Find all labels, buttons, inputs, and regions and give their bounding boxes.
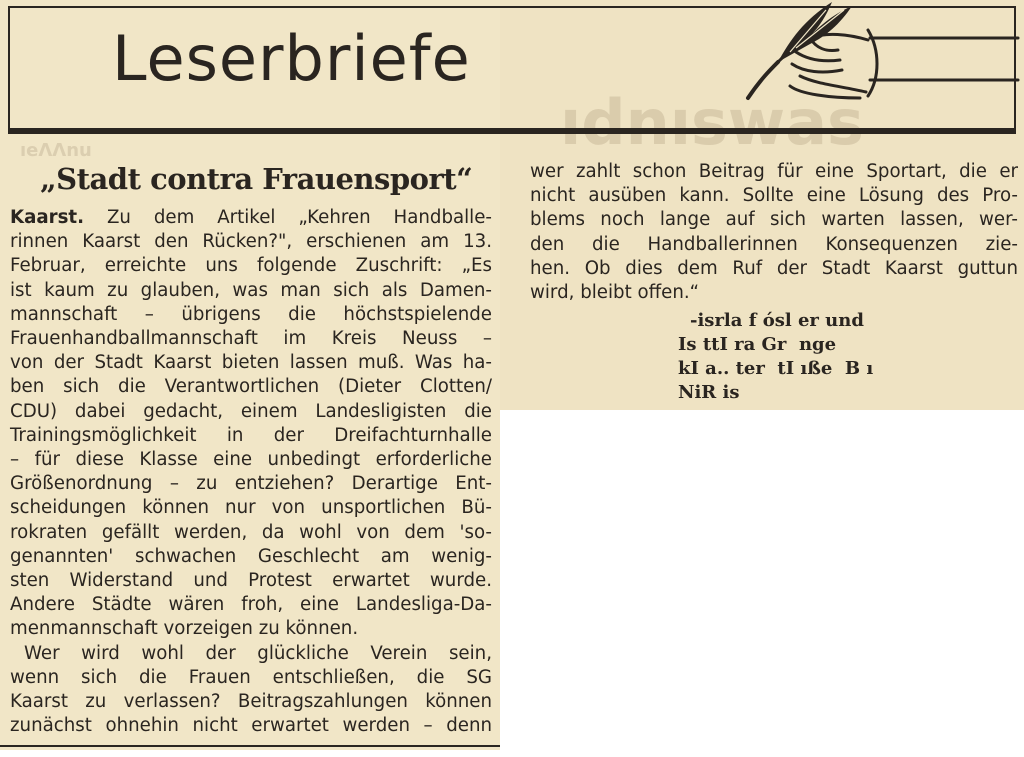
article-column-left	[10, 206, 492, 738]
text-line: nicht ausüben kann. Sollte eine Lösung des Pro-	[530, 185, 1018, 207]
article-column-right	[530, 160, 1018, 305]
text-line: wenn sich die Frauen entschließen, die SG	[10, 666, 492, 688]
text-line: von der Stadt Kaarst bieten lassen muß. Was ha-	[10, 352, 492, 374]
text-line: ben sich die Verantwortlichen (Dieter Clotten/	[10, 376, 492, 398]
signature-line: NiR is	[678, 382, 740, 403]
text-line: Wer wird wohl der glückliche Verein sein,	[24, 642, 492, 664]
article-headline: „Stadt contra Frauensport“	[40, 162, 473, 196]
text-line: rinnen Kaarst den Rücken?", erschienen am 13.	[10, 231, 492, 253]
text-line: wer zahlt schon Beitrag für eine Sportart, die er	[530, 161, 1018, 182]
text-line: den die Handballerinnen Konsequenzen zie-	[530, 233, 1018, 255]
text-line: blems noch lange auf sich warten lassen, wer-	[530, 209, 1018, 231]
text-line: sten Widerstand und Protest erwartet wurde.	[10, 570, 492, 592]
header-rule	[8, 128, 1016, 134]
text-line: Kaarst zu verlassen? Beitragszahlungen können	[10, 691, 492, 713]
text-line: Trainingsmöglichkeit in der Dreifachturnhalle	[10, 424, 492, 446]
text-line: wird, bleibt offen.“	[530, 282, 700, 304]
text-line: menmannschaft vorzeigen zu können.	[10, 618, 359, 640]
signature-line: Is ttI ra Gr nge	[678, 334, 837, 355]
bottom-rule	[0, 745, 500, 747]
signature-line: -isrla f ósl er und	[690, 310, 864, 331]
text-line: genannten' schwachen Geschlecht am wenig-	[10, 545, 492, 567]
text-line: Andere Städte wären froh, eine Landesliga-Da-	[10, 594, 492, 616]
text-line: Kaarst. Zu dem Artikel „Kehren Handballe-	[10, 207, 492, 228]
text-line: Frauenhandballmannschaft im Kreis Neuss –	[10, 328, 492, 350]
text-line: zunächst ohnehin nicht erwartet werden – denn	[10, 715, 492, 737]
text-line: Größenordnung – zu entziehen? Derartige Ent-	[10, 473, 492, 495]
text-line: mannschaft – übrigens die höchstspielende	[10, 303, 492, 325]
signature-block	[678, 309, 873, 405]
text-line: Februar, erreichte uns folgende Zuschrift: „Es	[10, 255, 492, 277]
signature-line: kI a.. ter tI ıße B ı	[678, 358, 874, 379]
dateline: Kaarst.	[10, 207, 85, 228]
text-line: CDU) dabei gedacht, einem Landesligisten die	[10, 400, 492, 422]
text-line: rokraten gefällt werden, da wohl von dem 'so-	[10, 521, 492, 543]
section-title: Leserbriefe	[112, 22, 471, 95]
text-line: ist kaum zu glauben, was man sich als Damen-	[10, 279, 492, 301]
text-line: hen. Ob dies dem Ruf der Stadt Kaarst guttun	[530, 257, 1018, 279]
text-line: scheidungen können nur von unsportlichen Bü-	[10, 497, 492, 519]
text-line: – für diese Klasse eine unbedingt erforderliche	[10, 449, 492, 471]
quill-hand-icon	[730, 0, 1020, 115]
